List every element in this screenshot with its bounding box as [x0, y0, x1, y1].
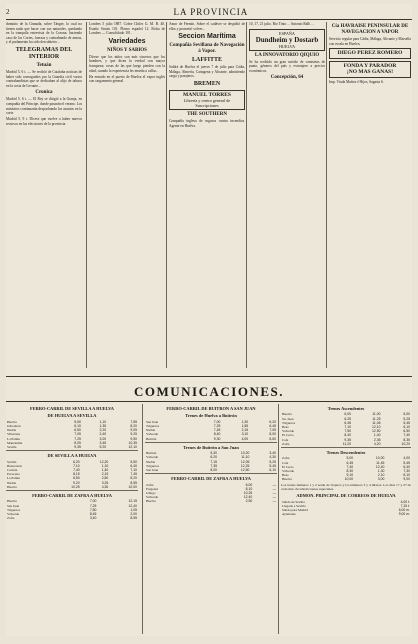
station-name: Buitrón	[146, 436, 157, 441]
newspaper-name: LA PROVINCIA	[173, 7, 249, 17]
departure-time: 5,45	[403, 460, 410, 465]
b2-timetable-1	[145, 420, 277, 441]
b2-heading-1: FERRO-CARRIL DE BUITRON A SAN JUAN	[166, 406, 256, 411]
departure-time: 7,25	[213, 424, 221, 429]
c1-heading-cronica: Cronica	[35, 90, 53, 96]
b2-separator-2	[145, 473, 277, 474]
departure-time: 10,20	[401, 441, 410, 446]
departure-time: 1,35	[99, 424, 107, 429]
station-name: Carrión	[7, 468, 18, 473]
b3-heading-1: Trenes Ascendentes	[327, 406, 365, 411]
departure-time: 9,30	[213, 436, 221, 441]
departure-time: 6,00	[245, 482, 253, 487]
c3-heading-maritima: Seccion Marítima	[178, 33, 236, 41]
departure-time: 9,20	[73, 480, 80, 485]
station-name: Jabugo	[146, 491, 156, 496]
departure-time: 9,00 m.	[398, 512, 410, 517]
departure-time: 2,10	[377, 473, 385, 478]
departure-time: 6,20	[73, 459, 80, 464]
departure-time: 11,20	[342, 441, 352, 446]
masthead	[6, 6, 412, 18]
departure-time: 6,40	[130, 463, 137, 468]
b1-heading-1: FERRO-CARRIL DE SEVILLA A HUELVA	[30, 406, 114, 411]
b3-heading-3: ADMON. PRINCIPAL DE CORREOS DE HUELVA	[296, 493, 396, 499]
station-name: Gibraleón	[7, 424, 21, 429]
departure-time: 3,25	[101, 480, 109, 485]
departure-time: —	[272, 482, 276, 487]
departure-time: 5,25	[269, 459, 276, 464]
station-name: Trigueros	[146, 463, 160, 468]
station-name: Benacazón	[7, 463, 22, 468]
station-name: Manzanilla	[7, 440, 23, 445]
station-name: Llegada a Sevilla	[282, 504, 306, 509]
departure-time: 6,50	[74, 428, 81, 433]
station-name: Huelva	[282, 412, 292, 417]
departure-time: 7,55	[130, 419, 137, 424]
departure-time: 8,10	[403, 473, 410, 478]
c3-ad-sub: Librería y centro general de Suscripciones	[183, 98, 231, 109]
c5-ad-fonda	[329, 61, 411, 78]
departure-time: 3,40	[89, 516, 97, 521]
departure-time: 9,00	[403, 477, 410, 482]
departure-time: 7,15	[210, 459, 218, 464]
c5-ad-diego	[329, 48, 411, 59]
c4-ad-espana	[249, 29, 325, 51]
departure-time: 12,50	[240, 468, 250, 473]
c1-tail: Madrid 5, 9 t. Dícese que vuelve a haber nuevos recursos en las elecciones de la provincia.	[6, 117, 82, 126]
departure-time: 11,45	[372, 420, 381, 425]
departure-time: 5,00	[346, 456, 354, 461]
b1-timetable-2	[6, 460, 138, 489]
timetable-row	[145, 437, 277, 441]
c2-heading-ninos: NIÑOS Y SABIOS	[107, 47, 147, 53]
departure-time: 10,20	[240, 451, 250, 456]
departure-time: 7,35	[210, 463, 218, 468]
station-name: Trigueros	[7, 507, 21, 512]
b3-timetable-1	[281, 412, 411, 446]
station-name: San Juan	[146, 468, 159, 473]
departure-time: 9,10	[346, 473, 354, 478]
departure-time: 7,10	[344, 425, 352, 430]
station-name: Ayamonte	[282, 512, 296, 517]
departure-time: 7,25	[74, 436, 81, 441]
station-name: Buitrón	[146, 451, 157, 456]
departure-time: 5,30	[210, 451, 218, 456]
departure-time: 3,10	[241, 432, 249, 437]
station-name: Villarrasa	[7, 432, 21, 437]
c3-ad-torres	[169, 90, 245, 111]
departure-time: 6,20	[210, 455, 218, 460]
departure-time: 7,45	[130, 472, 137, 477]
departure-time: 3,40	[269, 451, 276, 456]
departure-time: 9,25	[130, 432, 137, 437]
departure-time: 7,45	[213, 428, 221, 433]
departure-time: 1,30	[241, 419, 249, 424]
departure-time: 10,00	[128, 484, 137, 489]
column-3	[166, 22, 245, 368]
departure-time: 8,45	[89, 512, 97, 517]
departure-time: 12,10	[371, 425, 381, 430]
departure-time: 5,50	[130, 459, 137, 464]
departure-time: 8,15	[73, 472, 80, 477]
masthead-rule	[6, 19, 412, 20]
departure-time: 8,10	[245, 486, 253, 491]
bottom-column-2	[142, 404, 277, 634]
station-name: Niebla	[146, 428, 156, 433]
station-name: Zafra	[146, 482, 154, 487]
departure-time: 5,45	[403, 420, 410, 425]
c5-body: Servicio regular para Cádiz, Málaga, Alicante y Marsella con escala en Huelva.	[329, 37, 411, 46]
departure-time: 1,05	[130, 507, 137, 512]
departure-time: 6,45	[346, 460, 354, 465]
station-name: Zafra	[282, 456, 290, 461]
departure-time: 6,50	[403, 429, 410, 434]
station-name: Trigueros	[282, 420, 296, 425]
departure-time: 10,35	[128, 440, 137, 445]
departure-time: 11,10	[241, 455, 250, 460]
departure-time: 7,00	[213, 419, 221, 424]
c1-heading-telegrams: TELEGRAMAS DEL INTERIOR	[15, 46, 73, 60]
b1-timetable-1	[6, 420, 138, 449]
departure-time: 2,20	[99, 428, 107, 433]
c1-heading-tetuan: Tetuán	[36, 62, 52, 68]
c3-body-2: Compañía inglesa de seguros contra incendios. Agente en Huelva.	[169, 119, 245, 129]
departure-time: 12,20	[99, 459, 109, 464]
departure-time: 12,15	[128, 499, 137, 504]
c4-ad-heading: ESPAÑA	[279, 30, 295, 36]
departure-time: 7,00	[89, 499, 97, 504]
departure-time: 1,10	[99, 419, 107, 424]
departure-time: 10,00	[375, 456, 385, 461]
c4-heading-innovatorio: LA INNOVATORIO QIQUIO	[254, 52, 320, 58]
station-name: La Palma	[7, 476, 20, 481]
departure-time: 12,50	[371, 429, 381, 434]
newspaper-page	[6, 4, 412, 636]
departure-time: 2,00	[130, 512, 137, 517]
station-name: Niebla	[7, 428, 17, 433]
bottom-column-1	[6, 404, 138, 634]
departure-time: 4,00 t.	[400, 499, 410, 504]
departure-time: 9,50	[130, 436, 137, 441]
c5-fonda-title: FONDA Y PARADOR	[343, 62, 397, 69]
station-name: Cala	[282, 437, 289, 442]
departure-time: 7,50	[89, 507, 97, 512]
departure-time: 4,00	[241, 436, 249, 441]
departure-time: 7,10	[73, 463, 80, 468]
departure-time: 6,40	[403, 464, 410, 469]
timetable-row	[6, 516, 138, 520]
departure-time: 6,00	[344, 412, 352, 417]
station-name: San Juan	[7, 503, 20, 508]
station-name: Valverde	[282, 469, 295, 474]
timetable-row	[281, 442, 411, 446]
c4-top: 10, 17, 21 julio. Rio Tinto ... Antonio Ralli ...	[249, 22, 314, 26]
station-name: Huelva	[7, 499, 17, 504]
station-name: Escacena	[7, 472, 20, 477]
c3-heading-laffitte: LAFFITTE	[191, 57, 222, 64]
station-name: Niebla	[146, 459, 156, 464]
b3-note: Los trenes números 1 y 2 serán de viajeros y los números 3 y 4 mixtos. Los días 17 y 27 de cada mes circularán trenes especiales.	[281, 482, 411, 492]
page-number: 2	[6, 8, 10, 16]
section-rule-top	[6, 376, 412, 377]
b2-heading-3: Trenes de Buitrón a San Juan	[183, 444, 239, 450]
departure-time: 1,30	[377, 469, 385, 474]
departure-time: 2,15	[241, 428, 249, 433]
b3-timetable-2	[281, 456, 411, 481]
c1-intro: dominio de la Granada, sobre Tánger, lo cual no tienen nada que hacer con sus naturales, quedando en la tranquila entrevista de la Corona, haciendo caso de los Cortes, fuerzas y contrabando de armas, y el parlamento ha sido descubierto...	[6, 22, 82, 45]
departure-time: 4,00	[403, 456, 410, 461]
departure-time: 12,25	[240, 463, 250, 468]
departure-time: 11,25	[372, 416, 381, 421]
departure-time: 8,40	[344, 433, 352, 438]
b2-heading-2: Trenes de Huelva a Buitrón	[185, 413, 237, 419]
departure-time: 8,20	[130, 476, 137, 481]
station-name: Sevilla	[7, 445, 17, 450]
departure-time: 7,30	[403, 469, 410, 474]
departure-time: 10,25	[243, 491, 253, 496]
station-name: Huelva	[7, 419, 17, 424]
departure-time: 1,40	[373, 433, 381, 438]
station-name: La Palma	[7, 436, 20, 441]
departure-time: 6,45	[344, 420, 352, 425]
station-name: Huelva	[146, 499, 156, 504]
departure-time: 11,00	[372, 412, 381, 417]
departure-time: 1,10	[101, 463, 109, 468]
departure-time: 9,05	[130, 428, 137, 433]
station-name: El Cerro	[282, 464, 294, 469]
departure-time: 8,40	[213, 432, 221, 437]
departure-time: 8,30	[346, 469, 354, 474]
departure-time: 12,05	[240, 459, 250, 464]
departure-time: —	[272, 495, 276, 500]
communications-banner: COMUNICACIONES.	[134, 384, 284, 399]
departure-time: 8,05	[74, 440, 81, 445]
departure-time: —	[272, 486, 276, 491]
departure-time: 12,40	[375, 464, 385, 469]
c4-ad-sub: HUELVA	[278, 43, 296, 49]
departure-time: 9,35	[344, 437, 352, 442]
c5-tail: Imp. Viuda Muñoz é Hijos, Sagasta 6.	[329, 79, 384, 84]
departure-time: 2,15	[101, 472, 109, 477]
station-name: Valverde	[282, 429, 295, 434]
departure-time: 2,50	[245, 499, 253, 504]
departure-time: 7,40	[346, 464, 354, 469]
c5-ad-title: DIEGO PEREZ ROMERO	[337, 50, 403, 57]
departure-time: 5,50	[74, 419, 81, 424]
timetable-row	[281, 477, 411, 481]
departure-time: 8,55	[130, 480, 137, 485]
departure-time: 7,15 t.	[400, 504, 410, 509]
departure-time: 7,05	[269, 428, 276, 433]
c4-ad-title: Dundheim y Dostarb	[255, 35, 319, 44]
departure-time: 3,45	[99, 440, 107, 445]
departure-time: 3,00	[99, 436, 107, 441]
departure-time: 2,50	[101, 476, 109, 481]
timetable-row	[6, 485, 138, 489]
departure-time: 4,30	[101, 484, 109, 489]
departure-time: 2,35	[373, 437, 381, 442]
timetable-row	[145, 468, 277, 472]
station-name: Fregenal	[146, 486, 158, 491]
departure-time: 6,10	[403, 425, 410, 430]
c4-address: Concepción, 64	[270, 75, 304, 81]
departure-time: 5,20	[99, 445, 107, 450]
c3-ad-title: MANUEL TORRES	[183, 91, 231, 98]
departure-time: 4,30	[269, 455, 276, 460]
departure-time: 6,20	[269, 419, 276, 424]
bottom-column-3	[278, 404, 411, 634]
station-name: San Juan	[146, 419, 159, 424]
departure-time: 10,00	[344, 477, 354, 482]
b1-separator-1	[6, 450, 138, 451]
station-name: Huelva	[7, 484, 17, 489]
departure-time: 10,25	[71, 484, 80, 489]
section-rule-bottom	[6, 401, 412, 402]
b2-separator-1	[145, 442, 277, 443]
c2-tail: Ha entrado en el puerto de Huelva el vapor inglés con cargamento general.	[89, 74, 165, 84]
c3-body: Saldrá de Huelva el jueves 7 de julio para Cádiz, Málaga, Almería, Cartagena y Alicante, admitiendo carga y pasajeros.	[169, 65, 245, 79]
departure-time: 8,55	[130, 516, 137, 521]
station-name: Trigueros	[146, 424, 160, 429]
station-name: Sevilla	[7, 459, 17, 464]
departure-time: 7,40	[403, 433, 410, 438]
departure-time: 8,50	[269, 436, 276, 441]
departure-time: 7,05	[74, 432, 81, 437]
departure-time: 12,40	[128, 503, 137, 508]
b2-timetable-3	[145, 483, 277, 504]
departure-time: 8,00	[210, 468, 218, 473]
b2-timetable-2	[145, 451, 277, 472]
c1-body-2: Madrid 5, 6 t. — El Rey se dirigió a la Granja, en compañía del Príncipe, donde pasarán el verano. Los ministros continuarán despachando los asuntos en la corte.	[6, 97, 82, 116]
b1-heading-4: FERRO-CARRIL DE ZAFRA A HUELVA	[32, 493, 112, 499]
station-name: Salida de Sevilla	[282, 499, 305, 504]
station-name: Valverde	[146, 495, 159, 500]
departure-time: 5,00	[403, 412, 410, 417]
departure-time: 8,50	[73, 476, 80, 481]
c3-heading-bremen: BREMEN	[193, 80, 221, 87]
c3-heading-southern: THE SOUTHERN	[187, 112, 227, 118]
c2-heading-variedades: Variedades	[108, 37, 146, 45]
departure-time: 2,40	[99, 432, 107, 437]
departure-time: —	[272, 499, 276, 504]
departure-time: 7,50	[344, 429, 352, 434]
b3-separator-1	[281, 447, 411, 448]
departure-time: 5,45	[269, 463, 276, 468]
departure-time: 7,25	[89, 503, 97, 508]
column-2	[86, 22, 165, 368]
column-1	[6, 22, 82, 368]
c3-heading-compania: Compañía Sevillana de Navegación á Vapor.	[169, 43, 245, 55]
station-name: Huelva	[282, 477, 292, 482]
b3-heading-2: Trenes Descendentes	[326, 450, 366, 456]
departure-time: 3,00	[377, 477, 385, 482]
b2-heading-4: FERRO-CARRIL DE ZAFRA A HUELVA	[171, 476, 251, 482]
column-5	[326, 22, 411, 368]
timetable-row	[145, 499, 277, 503]
station-name: Cala	[282, 460, 289, 465]
c5-nomas-title: ¡NO MAS GANAS!	[346, 69, 394, 76]
station-name: Niebla	[7, 480, 17, 485]
c1-body-1: Madrid 5, 6 t. — Se recibió de Cataluña noticias de haber sido conseguidos por la Guardia civil varios contrabandistas que se dedicaban al alijo de tabaco en la costa de Levante...	[6, 69, 82, 88]
departure-time: 9,35	[74, 445, 81, 450]
b3-timetable-3	[281, 500, 411, 517]
c2-body: Dícese que los niños son más sinceros que los hombres, y que dicen la verdad con mayor franqueza; cosas de las que luego pierden con la edad, cuando la experiencia les enseña a callar...	[89, 54, 165, 73]
station-name: Beas	[282, 473, 289, 478]
station-name: Zafra	[282, 441, 290, 446]
departure-time: 1,55	[241, 424, 249, 429]
b1-timetable-3	[6, 499, 138, 520]
departure-time: 1,40	[101, 468, 109, 473]
c4-body: Se ha recibido un gran surtido de camisetas de punto, géneros del país y extranjero a precios económicos.	[249, 59, 325, 73]
departure-time: 6,45	[269, 424, 276, 429]
departure-time: 6,25	[344, 416, 352, 421]
departure-time: 12,10	[128, 445, 137, 450]
departure-time: 12,40	[243, 495, 253, 500]
station-name: Valverde	[146, 432, 159, 437]
station-name: Sn. Juan	[282, 416, 294, 421]
c2-top: Londres 5 julio 1887. Cobre Chiles G. M. B. 40. Estaño Straits 101. Plomo español 12. Bolsa de Londres — Consolidado 101.	[89, 22, 165, 36]
departure-time: 8,00	[269, 432, 276, 437]
departure-time: 6,00 m.	[398, 508, 410, 513]
departure-time: 7,40	[73, 468, 80, 473]
departure-time: 6,10	[74, 424, 81, 429]
station-name: Zafra	[7, 516, 15, 521]
departure-time: 5,25	[403, 416, 410, 421]
timetable-row	[6, 445, 138, 449]
c5-heading-havraise: Cía HAVRAISE PENINSULAR DE NAVEGACION A VAPOR	[331, 24, 409, 35]
departure-time: 6,10	[269, 468, 276, 473]
b1-separator-2	[6, 490, 138, 491]
b1-heading-3: DE SEVILLA A HUELVA	[47, 453, 97, 459]
departure-time: —	[272, 491, 276, 496]
station-name: Beas	[282, 425, 289, 430]
c3-top: Amor de Fermín. Sobre el cadáver se despidió de ellos y prometió volver...	[169, 22, 245, 31]
departure-time: 8,35	[403, 437, 410, 442]
column-4	[246, 22, 325, 368]
departure-time: 11,45	[376, 460, 385, 465]
station-name: El Cerro	[282, 433, 294, 438]
departure-time: 7,10	[130, 468, 137, 473]
station-name: Valverde	[146, 455, 159, 460]
departure-time: 8,20	[130, 424, 137, 429]
departure-time: 4,20	[373, 441, 381, 446]
timetable-row	[281, 512, 411, 516]
b1-heading-2: DE HUELVA A SEVILLA	[47, 413, 97, 419]
station-name: Salida para Madrid	[282, 508, 308, 513]
station-name: Valverde	[7, 512, 20, 517]
